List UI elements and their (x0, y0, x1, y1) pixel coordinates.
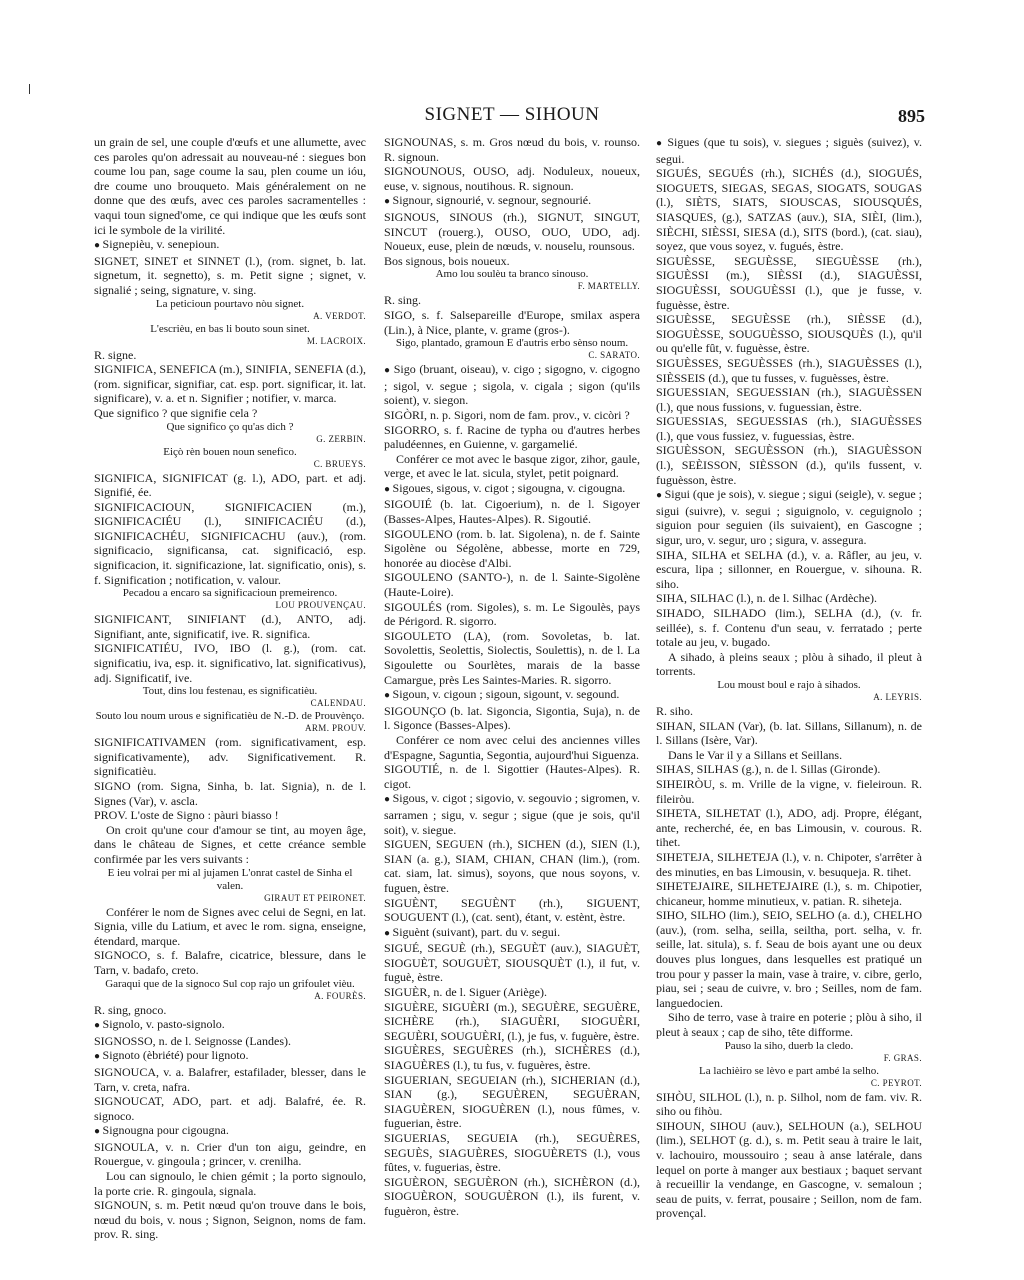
dictionary-entry: SIGNIFICACIOUN, SIGNIFICACIEN (m.), SIGNIFICACIÉU (l.), SINIFICACIÉU (d.), SIGNIFICACHÉU, SIGNIFICACHU (auv.), (rom. significacio, significansa, cat. significació, esp. significacion, it. significazione, lat. significatio, onis), s. f. Signification ; notification, v. valour. (94, 499, 366, 587)
quotation-author: CALENDAU. (310, 698, 366, 709)
dictionary-entry: SIGNOUNOUS, OUSO, adj. Noduleux, noueux, euse, v. signous, noutihous. R. signoun. (384, 164, 640, 193)
cross-reference-entry: ● Sigoues, sigous, v. cigot ; sigougna, v. cigougna. (384, 481, 640, 498)
dictionary-entry: Bos signous, bois noueux. (384, 253, 510, 268)
dictionary-entry: SIGUÈSSES, SEGUÈSSES (rh.), SIAGUÈSSES (l.), SIÈSSEIS (d.), que tu fusses, v. fuguèsses, èstre. (656, 355, 922, 385)
entry-note: A sihado, à pleins seaux ; plòu à sihado, il pleut à torrents. (656, 649, 922, 679)
cross-reference-entry: ● Sigo (bruant, oiseau), v. cigo ; sigogno, v. cigogno ; sigol, v. segue ; sigola, v. cigala ; sigon (qu'ils soient), v. siegon. (384, 362, 640, 408)
quotation-author: A. VERDOT. (313, 310, 366, 321)
dictionary-entry: SIGUÈRON, SEGUÈRON (rh.), SICHÈRON (d.), SIOGUÈRON, SOUGUÈRON (l.), ils furent, v. fuguèron, èstre. (384, 1174, 640, 1218)
quotation-author: A. LEYRIS. (873, 691, 922, 702)
entry-note: On croit qu'une cour d'amour se tint, au moyen âge, dans le château de Signes, et cette créance semble confirmée par les vers suivants : (94, 822, 366, 866)
cross-reference-entry: ● Sigues (que tu sois), v. siegues ; siguès (suivez), v. segui. (656, 135, 922, 166)
cross-reference-entry: ● Siguènt (suivant), part. du v. segui. (384, 925, 640, 942)
dictionary-entry: SIGNIFICATIVAMEN (rom. significativament, esp. significativamente), adv. Significativement. R. significatièu. (94, 735, 366, 779)
dictionary-entry: SIHO, SILHO (lim.), SEIO, SELHO (a. d.), CHELHO (auv.), (rom. selha, seilla, seiltha, port. selha, v. fr. seille, lat. situla), s. f. Seau de bois ayant une ou deux douves plus longues, dans lesquelles est pratiqué un trou pour y passer la main, vase à traire, v. cibre, gerlo, piau, sei ; seau de cuivre, v. bro ; Seilles, nom de fam. languedocien. (656, 908, 922, 1010)
column-2 (384, 135, 640, 1255)
dictionary-entry: un grain de sel, une couple d'œufs et une allumette, avec ces paroles qu'on adressait au nouveau-né : siegues bon coume lou pan, sage coume la sau, plen coume un ióu, dre coume uno brouqueto. Mais généralement on ne donne que des œufs, avec ces paroles sacramentelles : vaqui toun signed'ome, ce qui indique que les œufs sont ici le symbole de la virilité. (94, 135, 366, 237)
entry-note: Siho de terro, vase à traire en poterie ; plòu à siho, il pleut à seaux ; cap de siho, tête difforme. (656, 1010, 922, 1040)
dictionary-entry: SIGNOSSO, n. de l. Seignosse (Landes). (94, 1033, 291, 1048)
dictionary-entry: SIGNOUNAS, s. m. Gros nœud du bois, v. rounso. R. signoun. (384, 135, 640, 164)
dictionary-entry: SIGUÈR, n. de l. Siguer (Ariège). (384, 985, 547, 1000)
dictionary-entry: R. sing. (384, 293, 422, 308)
quotation-author: ARM. PROUV. (304, 723, 366, 734)
quotation: E ieu volrai per mi al jujamen L'onrat castel de Sinha el valen. (107, 866, 353, 892)
dictionary-entry: SIGNOUCAT, ADO, part. et adj. Balafré, ée. R. signoco. (94, 1094, 366, 1123)
quotation: Que significo ço qu'as dich ? (166, 420, 294, 433)
column-1 (94, 135, 366, 1255)
dictionary-entry: SIGNOUN, s. m. Petit nœud qu'on trouve dans le bois, nœud du bois, v. nous ; Signon, Seignon, noms de fam. prov. R. sing. (94, 1198, 366, 1242)
dictionary-entry: SIGUÉS, SEGUÉS (rh.), SICHÉS (d.), SIOGUÉS, SIOGUETS, SIEGAS, SEGAS, SIOGATS, SOUGAS (l.), SIÈTS, SIATS, SIOUSCAS, SIOUSQUÉS, SIASQUES, (g.), SATZAS (auv.), SIA, SIÈI, (lim.), SIÈCHI, SIÈSSI, SIESA (d.), SITS (bord.), (cat. siau), soyez, que vous soyez, v. fugués, èstre. (656, 166, 922, 254)
dictionary-entry: SIGOUNÇO (b. lat. Sigoncia, Sigontia, Suja), n. de l. Sigonce (Basses-Alpes). (384, 703, 640, 733)
quotation: Lou moust boul e rajo à sihados. (717, 678, 861, 691)
dictionary-entry: SIGO, s. f. Salsepareille d'Europe, smilax aspera (Lin.), à Nice, plante, v. grame (gros-). (384, 307, 640, 337)
dictionary-entry: SIHAN, SILAN (Var), (b. lat. Sillans, Sillanum), n. de l. Sillans (Isère, Var). (656, 718, 922, 748)
dictionary-entry: SIHETEJA, SILHETEJA (l.), v. n. Chipoter, s'arrêter à des minuties, en bas Limousin, v. besuqueja. R. tihet. (656, 849, 922, 879)
dictionary-entry: SIHEIRÒU, s. m. Vrille de la vigne, v. fieleiroun. R. fileiròu. (656, 776, 922, 806)
dictionary-entry: SIGUESSIAS, SEGUESSIAS (rh.), SIAGUÈSSES (l.), que vous fussiez, v. fuguessias, èstre. (656, 414, 922, 443)
cross-reference-entry: ● Signoto (èbriété) pour lignoto. (94, 1048, 366, 1065)
dictionary-entry: R. sing, gnoco. (94, 1002, 167, 1017)
dictionary-entry: SIGUÉ, SEGUÈ (rh.), SEGUÈT (auv.), SIAGUÈT, SIOGUÈT, SOUGUÈT, SIOUSQUÈT (l.), il fut, v. fuguè, èstre. (384, 941, 640, 985)
dictionary-entry: SIGUÈSSE, SEGUÈSSE (rh.), SIÈSSE (d.), SIOGUÈSSE, SOUGUÈSSO, SIOUSQUÈS (l.), qu'il ou qu'elle fût, v. fuguèsse, èstre. (656, 312, 922, 356)
quotation: L'escrièu, en bas li bouto soun sinet. (150, 322, 310, 335)
dictionary-entry: SIHA, SILHAC (l.), n. de l. Silhac (Ardèche). (656, 591, 877, 606)
quotation: Pecadou a encaro sa significacioun premeirenco. (122, 587, 338, 600)
dictionary-entry: SIGNIFICA, SENEFICA (m.), SINIFIA, SENEFIA (d.), (rom. significar, signifiar, cat. esp. port. significar, it. lat. significare), v. a. et n. Signifier ; notifier, v. marca. (94, 362, 366, 406)
dictionary-entry: SIGNET, SINET et SINNET (l.), (rom. signet, b. lat. signetum, it. segnetto), s. m. Petit signe ; signet, v. signalié ; seing, signature, v. sing. (94, 253, 366, 297)
dictionary-entry: SIGNOULA, v. n. Crier d'un ton aigu, geindre, en Rouergue, v. gingoula ; grincer, v. crenilha. (94, 1139, 366, 1169)
cross-reference-entry: ● Sigoun, v. cigoun ; sigoun, sigount, v. segound. (384, 687, 640, 704)
dictionary-entry: SIGOULENO (SANTO-), n. de l. Sainte-Sigolène (Haute-Loire). (384, 570, 640, 600)
dictionary-entry: SIHETEJAIRE, SILHETEJAIRE (l.), s. m. Chipotier, chicaneur, homme minutieux, v. patian. R. siheteja. (656, 879, 922, 908)
dictionary-entry: SIGUERIAN, SEGUEIAN (rh.), SICHERIAN (d.), SIAN (g.), SEGUÈREN, SEGUÈRAN, SIAGUÈREN, SIOGUÈREN (l.), nous fûmes, v. fuguerian, èstre. (384, 1072, 640, 1131)
dictionary-entry: SIGUERIAS, SEGUEIA (rh.), SEGUÈRES, SEGUÈS, SIAGUÈRES, SIOGUÈRETS (l.), vous fûtes, v. fuguerias, èstre. (384, 1131, 640, 1175)
margin-mark (29, 84, 30, 94)
quotation: Eiçò rèn bouen noun senefico. (163, 445, 297, 458)
cross-reference-entry: ● Sigous, v. cigot ; sigovio, v. segouvio ; sigromen, v. sarramen ; sigu, v. segur ; sigue (que je sois, qu'il soit), v. siegue. (384, 791, 640, 837)
quotation-author: C. PEYROT. (870, 1077, 922, 1088)
dictionary-entry: SIGUÈSSON, SEGUÈSSON (rh.), SIAGUÈSSON (l.), SEÈISSON, SIÈSSON (d.), qu'ils fussent, v. fuguèsson, èstre. (656, 443, 922, 487)
dictionary-entry: SIHAS, SILHAS (g.), n. de l. Sillas (Gironde). (656, 762, 881, 777)
quotation: Garaqui que de la signoco Sul cop rajo un grifoulet vièu. (105, 977, 355, 990)
quotation: Tout, dins lou festenau, es significatièu. (142, 685, 318, 698)
entry-note: Lou can signoulo, le chien gémit ; la porto signoulo, la porte crie. R. gingoula, signala. (94, 1169, 366, 1198)
cross-reference-entry: ● Signougna pour cigougna. (94, 1123, 366, 1140)
dictionary-entry: SIGORRO, s. f. Racine de typha ou d'autres herbes paludéennes, en Guienne, v. gargamelié. (384, 422, 640, 452)
column-3 (656, 135, 922, 1255)
page-number: 895 (898, 106, 925, 126)
dictionary-entry: SIGOUTIÉ, n. de l. Sigottier (Hautes-Alpes). R. cigot. (384, 762, 640, 791)
dictionary-entry: SIGNIFICATIÉU, IVO, IBO (l. g.), (rom. cat. significatiu, iva, esp. it. significativo, lat. significativus), adj. Significatif, ive. (94, 641, 366, 685)
dictionary-entry: SIGUESSIAN, SEGUESSIAN (rh.), SIAGUÈSSEN (l.), que nous fussions, v. fuguessian, èstre. (656, 385, 922, 414)
running-header: SIGNET — SIHOUN (424, 104, 600, 125)
dictionary-entry: SIGNOCO, s. f. Balafre, cicatrice, blessure, dans le Tarn, v. badafo, creto. (94, 948, 366, 977)
dictionary-entry: SIGNO (rom. Signa, Sinha, b. lat. Signia), n. de l. Signes (Var), v. ascla. (94, 779, 366, 808)
dictionary-entry: SIHETA, SILHETAT (l.), ADO, adj. Propre, élégant, ante, recherché, ée, en bas Limousin, v. courous. R. tihet. (656, 806, 922, 850)
cross-reference-entry: ● Signepièu, v. senepioun. (94, 237, 366, 254)
dictionary-entry: SIGOULETO (LA), (rom. Sovoletas, b. lat. Sovolettis, Seolettis, Siolectis, Soulettis), n. de l. La Sigoulette ou Sourlètes, marais de la basse Camargue, près Les Saintes-Maries. R. sigorro. (384, 628, 640, 687)
entry-note: Dans le Var il y a Sillans et Seillans. (668, 747, 843, 762)
quotation: La peticioun pourtavo nòu signet. (155, 297, 305, 310)
dictionary-entry: SIHADO, SILHADO (lim.), SELHA (d.), (v. fr. seillée), s. f. Contenu d'un seau, v. ferratado ; perte totale au jeu, v. bugado. (656, 606, 922, 650)
quotation: La lachièiro se lèvo e part ambé la selho. (699, 1064, 879, 1077)
entry-note: Conférer ce nom avec celui des anciennes villes d'Espagne, Saguntia, Segontia, aujourd'hui Siguenza. (384, 732, 640, 762)
quotation-author: C. SARATO. (588, 350, 640, 361)
quotation-author: G. ZERBIN. (316, 433, 366, 444)
entry-note: Conférer ce mot avec le basque zigor, zihor, gaule, verge, et avec le lat. sicula, stylet, petit poignard. (384, 451, 640, 481)
entry-note: Conférer le nom de Signes avec celui de Segni, en lat. Signia, ville du Latium, et avec le rom. signa, enseigne, étendard, marque. (94, 904, 366, 948)
dictionary-entry: SIGUÈSSE, SEGUÈSSE, SIEGUÈSSE (rh.), SIGUÈSSI (m.), SIÈSSI (d.), SIAGUÈSSI, SIOGUÈSSI, SOUGUÈSSI (l.), que je fusse, v. fuguèsse, èstre. (656, 253, 922, 312)
dictionary-entry: SIGUÈRES, SEGUÈRES (rh.), SICHÈRES (d.), SIAGUÈRES (l.), tu fus, v. fuguères, èstre. (384, 1043, 640, 1073)
quotation-author: GIRAUT ET PEIRONET. (264, 892, 366, 903)
quotation: Amo lou soulèu ta branco sinouso. (435, 268, 589, 281)
dictionary-entry: SIGUÈNT, SEGUÈNT (rh.), SIGUENT, SOUGUENT (l.), (cat. sent), étant, v. estènt, èstre. (384, 895, 640, 925)
dictionary-entry: PROV. L'oste de Signo : pàuri biasso ! (94, 808, 279, 823)
dictionary-entry: R. signe. (94, 347, 137, 362)
dictionary-entry: R. siho. (656, 703, 694, 718)
dictionary-entry: SIHOUN, SIHOU (auv.), SELHOUN (a.), SELHOU (lim.), SELHOT (g. d.), s. m. Petit seau à traire le lait, v. lachouiro, moussouiro ; seau à anse latérale, dans lequel on porte à manger aux bestiaux ; baquet servant à recueillir la vendange, en Gascogne, v. semaloun ; seau de puits, v. ferrat, pousaire ; Seillon, nom de fam. provençal. (656, 1118, 922, 1221)
dictionary-entry: SIGOULÉS (rom. Sigoles), s. m. Le Sigoulès, pays de Périgord. R. sigorro. (384, 599, 640, 629)
quotation: Pauso la siho, duerb la cledo. (724, 1039, 854, 1052)
cross-reference-entry: ● Signolo, v. pasto-signolo. (94, 1017, 366, 1034)
cross-reference-entry: ● Signour, signourié, v. segnour, segnourié. (384, 193, 640, 210)
quotation: Sigo, plantado, gramoun E d'autris erbo sènso noum. (395, 337, 629, 350)
dictionary-entry: SIGOUIÉ (b. lat. Cigoerium), n. de l. Sigoyer (Basses-Alpes, Hautes-Alpes). R. Sigoutié. (384, 497, 640, 527)
dictionary-entry: SIGNOUS, SINOUS (rh.), SIGNUT, SINGUT, SINCUT (rouerg.), OUSO, OUO, UDO, adj. Noueux, euse, plein de nœuds, v. nouselu, rounsous. (384, 209, 640, 254)
quotation-author: C. BRUEYS. (313, 458, 366, 469)
quotation-author: LOU PROUVENÇAU. (275, 600, 366, 611)
quotation-author: A. FOURÈS. (314, 990, 366, 1001)
dictionary-entry: SIGÒRI, n. p. Sigori, nom de fam. prov., v. cicòri ? (384, 407, 630, 422)
quotation: Souto lou noum urous e significatièu de N.-D. de Prouvènço. (95, 710, 365, 723)
dictionary-entry: SIGNIFICA, SIGNIFICAT (g. l.), ADO, part. et adj. Signifié, ée. (94, 470, 366, 500)
dictionary-entry: SIGOULENO (rom. b. lat. Sigolena), n. de f. Sainte Sigolène ou Ségolène, abbesse, morte en 729, honorée au diocèse d'Albi. (384, 526, 640, 570)
dictionary-entry: SIHÒU, SILHOL (l.), n. p. Silhol, nom de fam. viv. R. siho ou fihòu. (656, 1089, 922, 1119)
quotation-author: F. GRAS. (883, 1052, 922, 1063)
dictionary-entry: SIGNIFICANT, SINIFIANT (d.), ANTO, adj. Signifiant, ante, significatif, ive. R. significa. (94, 612, 366, 641)
dictionary-entry: SIGNOUCA, v. a. Balafrer, estafilader, blesser, dans le Tarn, v. creta, nafra. (94, 1064, 366, 1094)
cross-reference-entry: ● Sigui (que je sois), v. siegue ; sigui (seigle), v. segue ; sigui (suivre), v. segui ; siguignolo, v. ceguignolo ; siguion pour seguien (ils suivaient), en Gascogne ; sigur, uro, v. segur, uro ; sigura, v. assegura. (656, 487, 922, 547)
dictionary-entry: SIGUEN, SEGUEN (rh.), SICHEN (d.), SIEN (l.), SIAN (a. g.), SIAM, CHIAN, CHAN (lim.), (rom. cat. siam, lat. simus), soyons, que nous soyons, v. fuguen, èstre. (384, 837, 640, 895)
dictionary-entry: SIGUÈRE, SIGUÈRI (m.), SEGUÈRE, SEGUÈRE, SICHÈRE (rh.), SIAGUÈRI, SIOGUÈRI, SEGUÈRI, SOUGUÈRI, (l.), je fus, v. fuguère, èstre. (384, 999, 640, 1043)
quotation-author: M. LACROIX. (306, 335, 366, 346)
quotation-author: F. MARTELLY. (577, 281, 640, 292)
dictionary-entry: Que significo ? que signifie cela ? (94, 405, 258, 420)
dictionary-entry: SIHA, SILHA et SELHA (d.), v. a. Râfler, au jeu, v. escura, lipa ; sillonner, en Rouergue, v. sihouna. R. siho. (656, 547, 922, 591)
